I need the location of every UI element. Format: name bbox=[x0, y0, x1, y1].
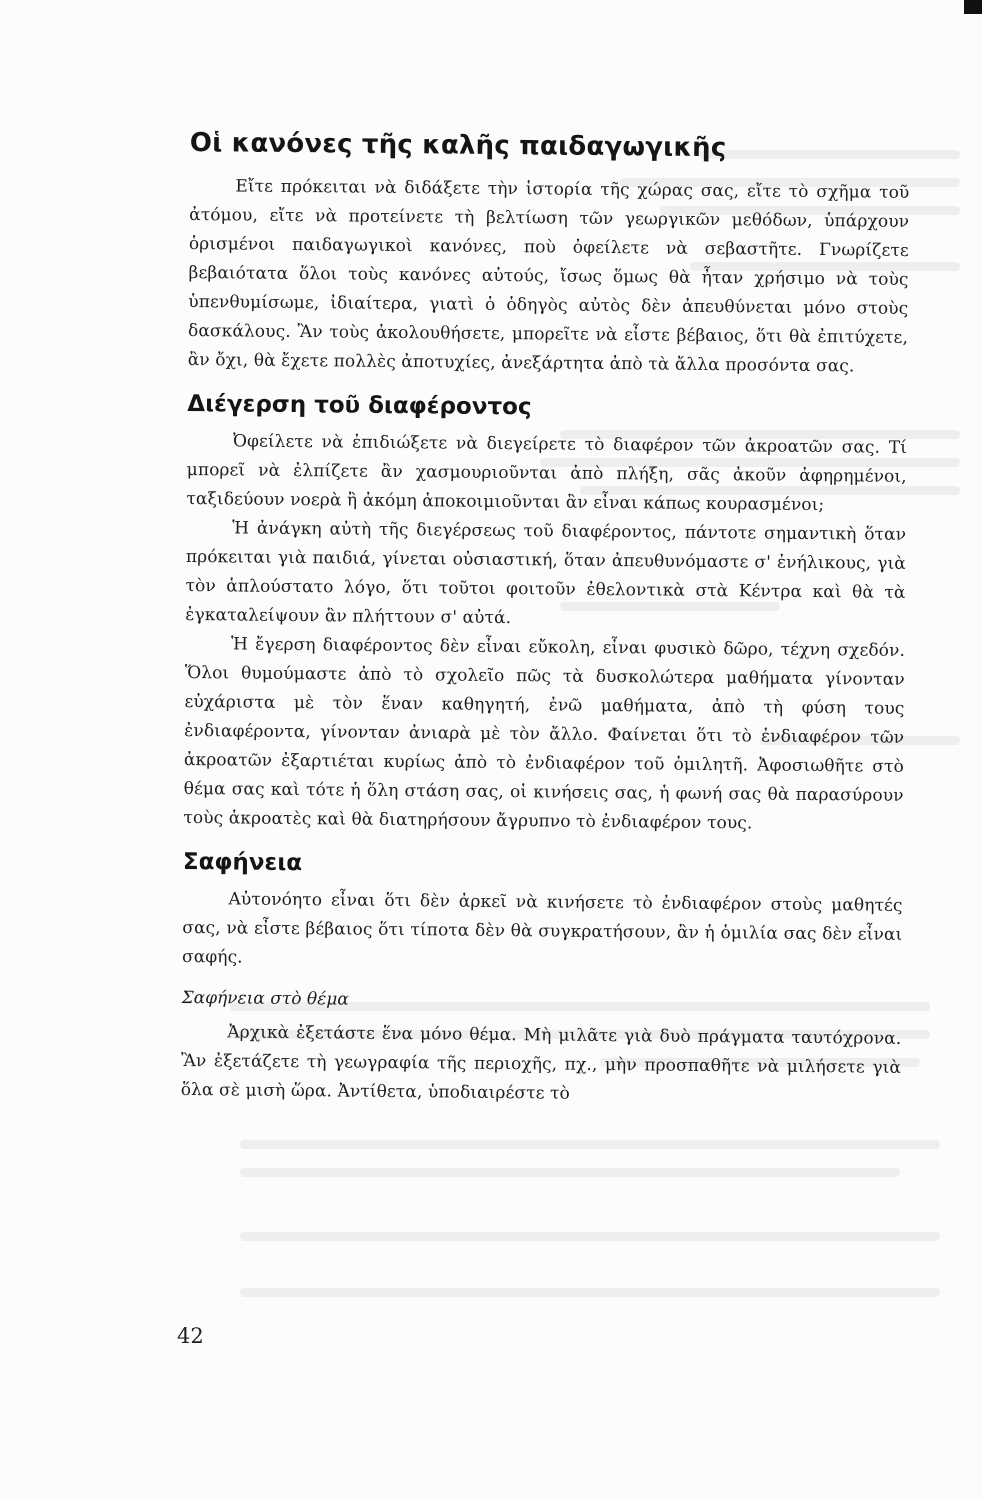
body-paragraph: Ἡ ἔγερση διαφέροντος δὲν εἶναι εὔκολη, εἶναι φυσικὸ δῶρο, τέχνη σχεδόν. Ὅλοι θυμούμαστε ἀπὸ τὸ σχολεῖο πῶς τὰ δυσκολώτερα μαθήματα γίνονταν εὐχάριστα μὲ τὸν ἕναν καθηγητή, ἐνῶ μαθήματα, ἀπὸ τὴ φύση τους ἐνδιαφέροντα, γίνονταν ἀνιαρὰ μὲ τὸν ἄλλο. Φαίνεται ὅτι τὸ ἐνδιαφέρον τῶν ἀκροατῶν ἐξαρτιέται κυρίως ἀπὸ τὸ ἐνδιαφέρον τοῦ ὁμιλητῆ. Ἀφοσιωθῆτε στὸ θέμα σας καὶ τότε ἡ ὅλη στάση σας, οἱ κινήσεις σας, ἡ φωνή σας θὰ παρασύρουν τοὺς ἀκροατὲς καὶ θὰ διατηρήσουν ἄγρυπνο τὸ ἐνδιαφέρον τους. bbox=[183, 634, 906, 834]
section-heading-clarity: Σαφήνεια bbox=[182, 848, 303, 877]
section-heading-interest: Διέγερση τοῦ διαφέροντος bbox=[187, 390, 532, 421]
intro-paragraph: Εἴτε πρόκειται νὰ διδάξετε τὴν ἱστορία τῆς χώρας σας, εἴτε τὸ σχῆμα τοῦ ἀτόμου, εἴτε νὰ προτείνετε τὴ βελτίωση τῶν γεωργικῶν μεθόδων, ὑπάρχουν ὁρισμένοι παιδαγωγικοὶ κανόνες, ποὺ ὀφείλετε νὰ σεβαστῆτε. Γνωρίζετε βεβαιότατα ὅλοι τοὺς κανόνες αὐτούς, ἴσως ὅμως θὰ ἦταν χρήσιμο νὰ τοὺς ὑπενθυμίσωμε, ἰδιαίτερα, γιατὶ ὁ ὁδηγὸς αὐτὸς δὲν ἀπευθύνεται μόνο στοὺς δασκάλους. Ἂν τοὺς ἀκολουθήσετε, μπορεῖτε νὰ εἶστε βέβαιος, ὅτι θὰ ἐπιτύχετε, ἂν ὄχι, θὰ ἔχετε πολλὲς ἀποτυχίες, ἀνεξάρτητα ἀπὸ τὰ ἄλλα προσόντα σας. bbox=[187, 176, 910, 377]
page-title: Οἱ κανόνες τῆς καλῆς παιδαγωγικῆς bbox=[189, 128, 727, 164]
body-paragraph: Ἡ ἀνάγκη αὐτὴ τῆς διεγέρσεως τοῦ διαφέροντος, πάντοτε σημαντικὴ ὅταν πρόκειται γιὰ παιδιά, γίνεται οὐσιαστική, ὅταν ἀπευθυνόμαστε σ' ἐνήλικους, γιὰ τὸν ἁπλούστατο λόγο, ὅτι τοῦτοι φοιτοῦν ἐθελοντικὰ στὰ Κέντρα καὶ θὰ τὰ ἐγκαταλείψουν ἂν πλήττουν σ' αὐτά. bbox=[185, 518, 907, 629]
scan-corner-mark bbox=[964, 0, 982, 14]
page-number: 42 bbox=[177, 1324, 204, 1348]
body-paragraph: Αὐτονόητο εἶναι ὅτι δὲν ἀρκεῖ νὰ κινήσετε τὸ ἐνδιαφέρον στοὺς μαθητές σας, νὰ εἶστε βέβαιος ὅτι τίποτα δὲν θὰ συγκρατήσουν, ἂν ἡ ὁμιλία σας δὲν εἶναι σαφής. bbox=[181, 889, 903, 968]
body-paragraph: Ἀρχικὰ ἐξετάστε ἕνα μόνο θέμα. Μὴ μιλᾶτε γιὰ δυὸ πράγματα ταυτόχρονα. Ἂν ἐξετάζετε τὴ γεωγραφία τῆς περιοχῆς, πχ., μὴν προσπαθῆτε νὰ μιλήσετε γιὰ ὅλα σὲ μισὴ ὥρα. Ἀντίθετα, ὑποδιαιρέστε τὸ bbox=[180, 1022, 902, 1104]
page-body bbox=[181, 128, 910, 1112]
body-paragraph: Ὀφείλετε νὰ ἐπιδιώξετε νὰ διεγείρετε τὸ διαφέρον τῶν ἀκροατῶν σας. Τί μπορεῖ νὰ ἐλπίζετε ἂν χασμουριοῦνται ἀπὸ πλήξη, σᾶς ἀκοῦν ἀφηρημένοι, ταξιδεύουν νοερὰ ἢ ἀκόμη ἀποκοιμιοῦνται ἂν εἶναι κάπως κουρασμένοι; bbox=[186, 431, 908, 516]
subsection-heading-clarity-in-topic: Σαφήνεια στὸ θέμα bbox=[181, 987, 349, 1010]
